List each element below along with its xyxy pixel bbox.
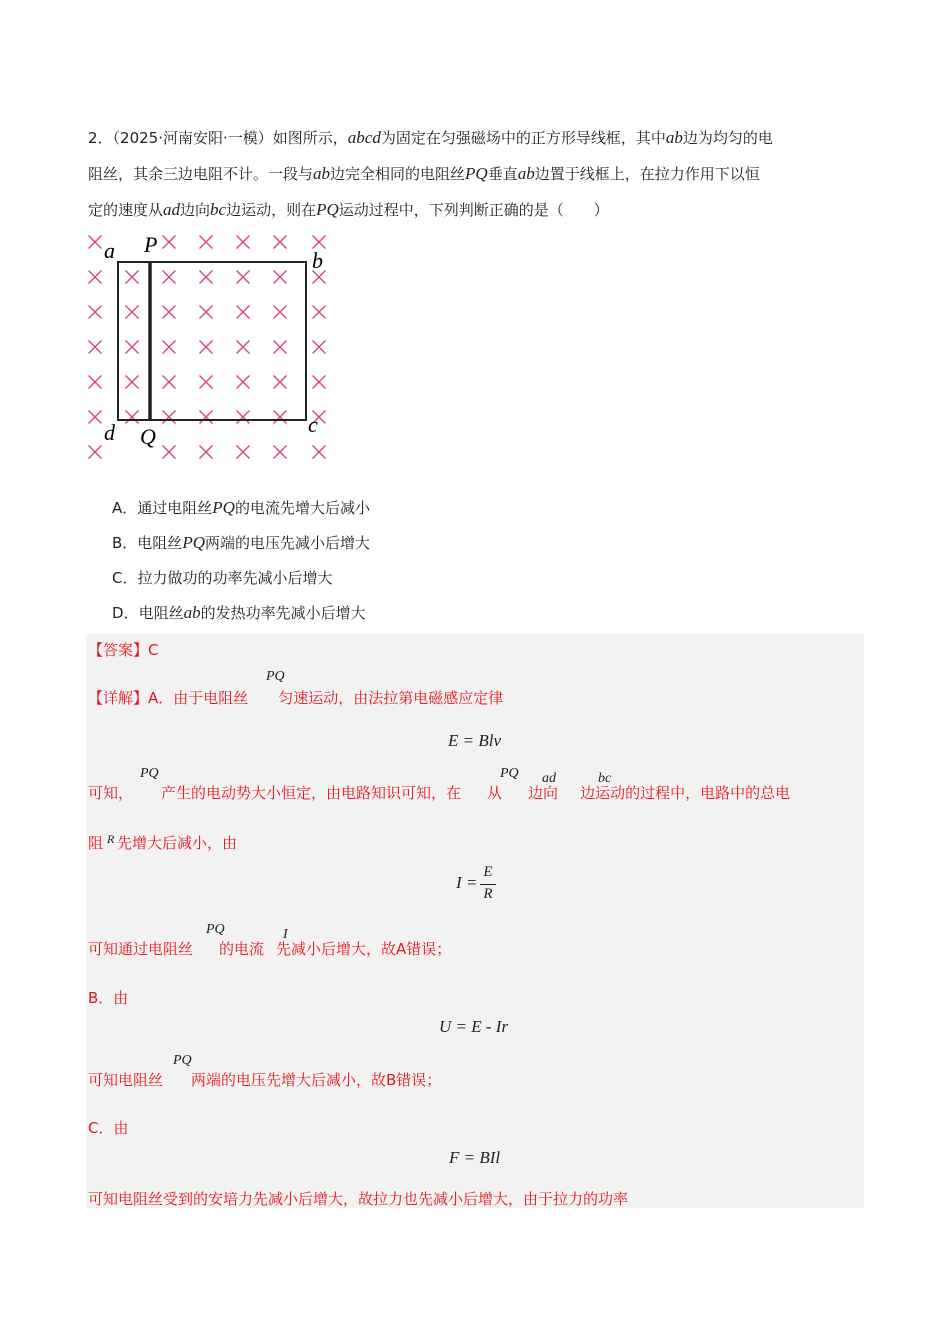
answer-line — [88, 639, 159, 660]
field-cross-icon — [89, 306, 102, 319]
field-cross-icon — [237, 376, 250, 389]
detail-line-3: 阻 先增大后减小，由 — [88, 834, 238, 852]
field-cross-icon — [313, 236, 326, 249]
detail-line-1: 【详解】A．由于电阻丝 匀速运动，由法拉第电磁感应定律 — [88, 689, 504, 707]
field-cross-icon — [126, 411, 139, 424]
option-d[interactable]: D．电阻丝ab的发热功率先减小后增大 — [112, 603, 366, 622]
label-p: P — [144, 232, 158, 257]
option-a[interactable]: A．通过电阻丝PQ的电流先增大后减小 — [112, 498, 370, 517]
field-cross-icon — [200, 341, 213, 354]
field-crosses — [89, 236, 326, 459]
field-cross-icon — [237, 411, 250, 424]
field-cross-icon — [200, 306, 213, 319]
field-cross-icon — [163, 271, 176, 284]
field-cross-icon — [200, 271, 213, 284]
field-cross-icon — [237, 271, 250, 284]
field-cross-icon — [313, 376, 326, 389]
field-cross-icon — [313, 446, 326, 459]
fraction-denominator: R — [483, 886, 493, 902]
field-cross-icon — [89, 236, 102, 249]
field-cross-icon — [89, 446, 102, 459]
field-cross-icon — [274, 271, 287, 284]
question-line-1: 2．（2025·河南安阳·一模）如图所示，abcd为固定在匀强磁场中的正方形导线框，其中ab边为均匀的电 — [88, 128, 773, 147]
field-cross-icon — [126, 271, 139, 284]
detail-line-6: 可知电阻丝 两端的电压先增大后减小，故B错误； — [88, 1071, 442, 1089]
field-cross-icon — [163, 306, 176, 319]
fraction-bar — [480, 884, 496, 885]
option-b[interactable]: B．电阻丝PQ两端的电压先减小后增大 — [112, 533, 370, 552]
detail-line-4: 可知通过电阻丝 的电流 先减小后增大，故A错误； — [88, 940, 452, 958]
label-b: b — [312, 248, 323, 273]
label-a: a — [104, 238, 115, 263]
field-cross-icon — [200, 236, 213, 249]
field-cross-icon — [163, 446, 176, 459]
equation-voltage: U = E - Ir — [439, 1017, 509, 1036]
equation-emf: E = Blv — [448, 731, 502, 750]
symbol-ad: ad — [542, 771, 556, 786]
field-cross-icon — [163, 236, 176, 249]
question-number: 2． — [88, 129, 113, 147]
field-cross-icon — [163, 411, 176, 424]
field-cross-icon — [89, 271, 102, 284]
field-cross-icon — [274, 341, 287, 354]
field-cross-icon — [237, 236, 250, 249]
magnetic-field-figure — [80, 228, 340, 468]
symbol-pq: PQ — [500, 766, 519, 781]
field-cross-icon — [200, 446, 213, 459]
field-cross-icon — [274, 446, 287, 459]
detail-label: 【详解】 — [88, 689, 149, 707]
field-cross-icon — [237, 446, 250, 459]
field-cross-icon — [89, 411, 102, 424]
label-d: d — [104, 420, 115, 445]
symbol-pq: PQ — [140, 766, 159, 781]
answer-panel — [86, 634, 864, 1208]
symbol-i: I — [283, 927, 288, 942]
detail-line-2: 可知， 产生的电动势大小恒定，由电路知识可知，在 从 边向 边运动的过程中，电路中的总电 — [88, 784, 791, 802]
field-cross-icon — [126, 306, 139, 319]
detail-line-8: 可知电阻丝受到的安培力先减小后增大，故拉力也先减小后增大，由于拉力的功率 — [88, 1190, 629, 1208]
field-cross-icon — [274, 376, 287, 389]
field-cross-icon — [237, 306, 250, 319]
answer-value: C — [148, 641, 159, 659]
symbol-pq: PQ — [173, 1053, 192, 1068]
field-cross-icon — [163, 341, 176, 354]
field-cross-icon — [274, 236, 287, 249]
question-source: （2025·河南安阳·一模） — [112, 129, 273, 147]
field-cross-icon — [200, 376, 213, 389]
field-cross-icon — [89, 376, 102, 389]
fraction-numerator: E — [483, 864, 493, 880]
field-cross-icon — [313, 341, 326, 354]
field-cross-icon — [237, 341, 250, 354]
field-cross-icon — [126, 376, 139, 389]
field-cross-icon — [200, 411, 213, 424]
detail-line-5: B．由 — [88, 989, 129, 1007]
equation-force: F = BIl — [449, 1148, 501, 1167]
field-cross-icon — [313, 306, 326, 319]
detail-line-7: C．由 — [88, 1119, 129, 1137]
field-cross-icon — [89, 341, 102, 354]
field-cross-icon — [274, 306, 287, 319]
option-c[interactable]: C．拉力做功的功率先减小后增大 — [112, 569, 333, 587]
label-q: Q — [140, 424, 156, 449]
symbol-pq: PQ — [266, 669, 285, 684]
answer-label: 【答案】 — [88, 641, 149, 659]
symbol-pq: PQ — [206, 922, 225, 937]
question-stem — [88, 120, 863, 228]
field-cross-icon — [163, 376, 176, 389]
field-cross-icon — [274, 411, 287, 424]
symbol-r: R — [107, 832, 115, 846]
question-line-3: 定的速度从ad边向bc边运动，则在PQ运动过程中，下列判断正确的是（ ） — [88, 200, 609, 219]
label-c: c — [308, 412, 318, 437]
symbol-bc: bc — [598, 771, 612, 786]
field-cross-icon — [126, 341, 139, 354]
question-line-2: 阻丝，其余三边电阻不计。一段与ab边完全相同的电阻丝PQ垂直ab边置于线框上，在拉力作用下以恒 — [88, 164, 760, 183]
